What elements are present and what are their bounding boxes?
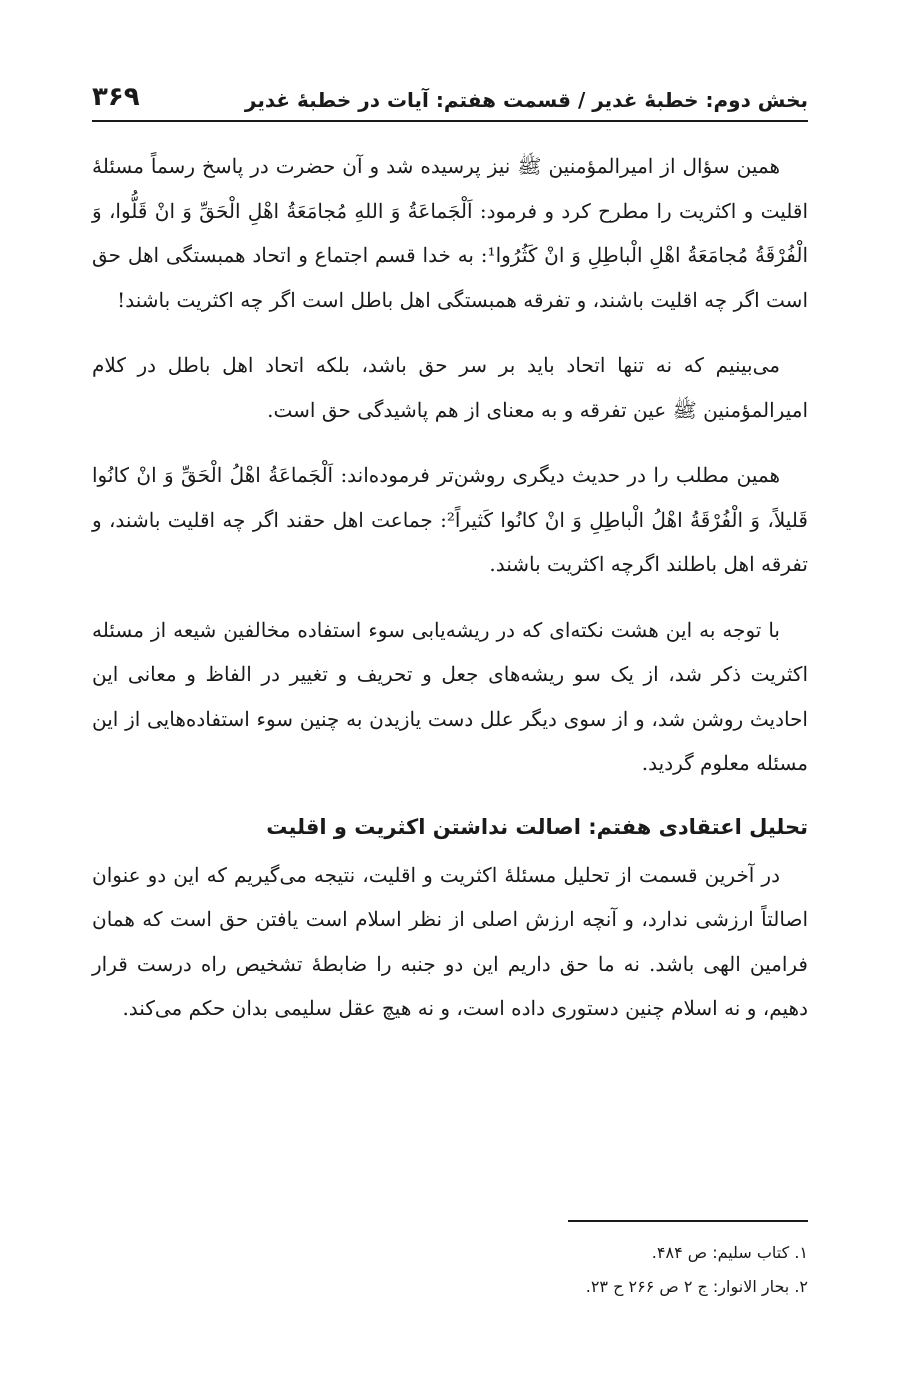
footnote: ۲. بحار الانوار: ج ۲ ص ۲۶۶ ح ۲۳. — [585, 1277, 808, 1296]
paragraph: همین سؤال از امیرالمؤمنین ﷺ نیز پرسیده شد و آن حضرت در پاسخ رسماً مسئلهٔ اقلیت و اکثریت را مطرح کرد و فرمود: اَلْجَماعَةُ وَ اللهِ مُجامَعَةُ اهْلِ الْحَقِّ وَ انْ قَلُّوا، وَ الْفُرْقَةُ مُجامَعَةُ اهْلِ الْباطِلِ وَ انْ كَثُرُوا¹: به خدا قسم اجتماع و اتحاد همبستگی اهل حق است اگر چه اقلیت باشند، و تفرقه همبستگی اهل باطل است اگر چه اکثریت باشند! — [92, 154, 809, 312]
footnote-separator — [568, 1220, 808, 1222]
page-header — [92, 60, 808, 122]
body-text — [92, 144, 808, 1031]
paragraph: با توجه به این هشت نکته‌ای که در ریشه‌یابی سوء استفاده مخالفین شیعه از مسئله اکثریت ذکر شد، از یک سو ریشه‌های جعل و تحریف و تغییر در الفاظ و معانی این احادیث روشن شد، و از سوی دیگر علل دست یازیدن به چنین سوء استفاده‌هایی از این مسئله معلوم گردید. — [92, 617, 808, 775]
page-number: ۳۶۹ — [92, 82, 140, 112]
section-heading: تحلیل اعتقادی هفتم: اصالت نداشتن اکثریت و اقلیت — [266, 814, 808, 839]
paragraph: می‌بینیم که نه تنها اتحاد باید بر سر حق باشد، بلکه اتحاد اهل باطل در کلام امیرالمؤمنین ﷺ عین تفرقه و به معنای از هم پاشیدگی حق است. — [92, 353, 808, 422]
paragraph: همین مطلب را در حدیث دیگری روشن‌تر فرموده‌اند: اَلْجَماعَةُ اهْلُ الْحَقِّ وَ انْ كانُوا قَليلاً، وَ الْفُرْقَةُ اهْلُ الْباطِلِ وَ انْ كانُوا كَثيراً²: جماعت اهل حقند اگر چه اقلیت باشند، و تفرقه اهل باطلند اگرچه اکثریت باشند. — [92, 463, 808, 576]
footnote: ۱. کتاب سلیم: ص ۴۸۴. — [651, 1243, 808, 1262]
running-title: بخش دوم: خطبهٔ غدیر / قسمت هفتم: آیات در خطبهٔ غدیر — [244, 88, 808, 112]
footnotes — [92, 1236, 808, 1304]
book-page — [92, 60, 808, 1052]
paragraph: در آخرین قسمت از تحلیل مسئلهٔ اکثریت و اقلیت، نتیجه می‌گیریم که این دو عنوان اصالتاً ارزشی ندارد، و آنچه ارزش اصلی از نظر اسلام است یافتن حق است که همان فرامین الهی باشد. نه ما حق داریم این دو جنبه را ضابطهٔ تشخیص راه درست قرار دهیم، و نه اسلام چنین دستوری داده است، و نه هیچ عقل سلیمی بدان حکم می‌کند. — [92, 862, 808, 1020]
